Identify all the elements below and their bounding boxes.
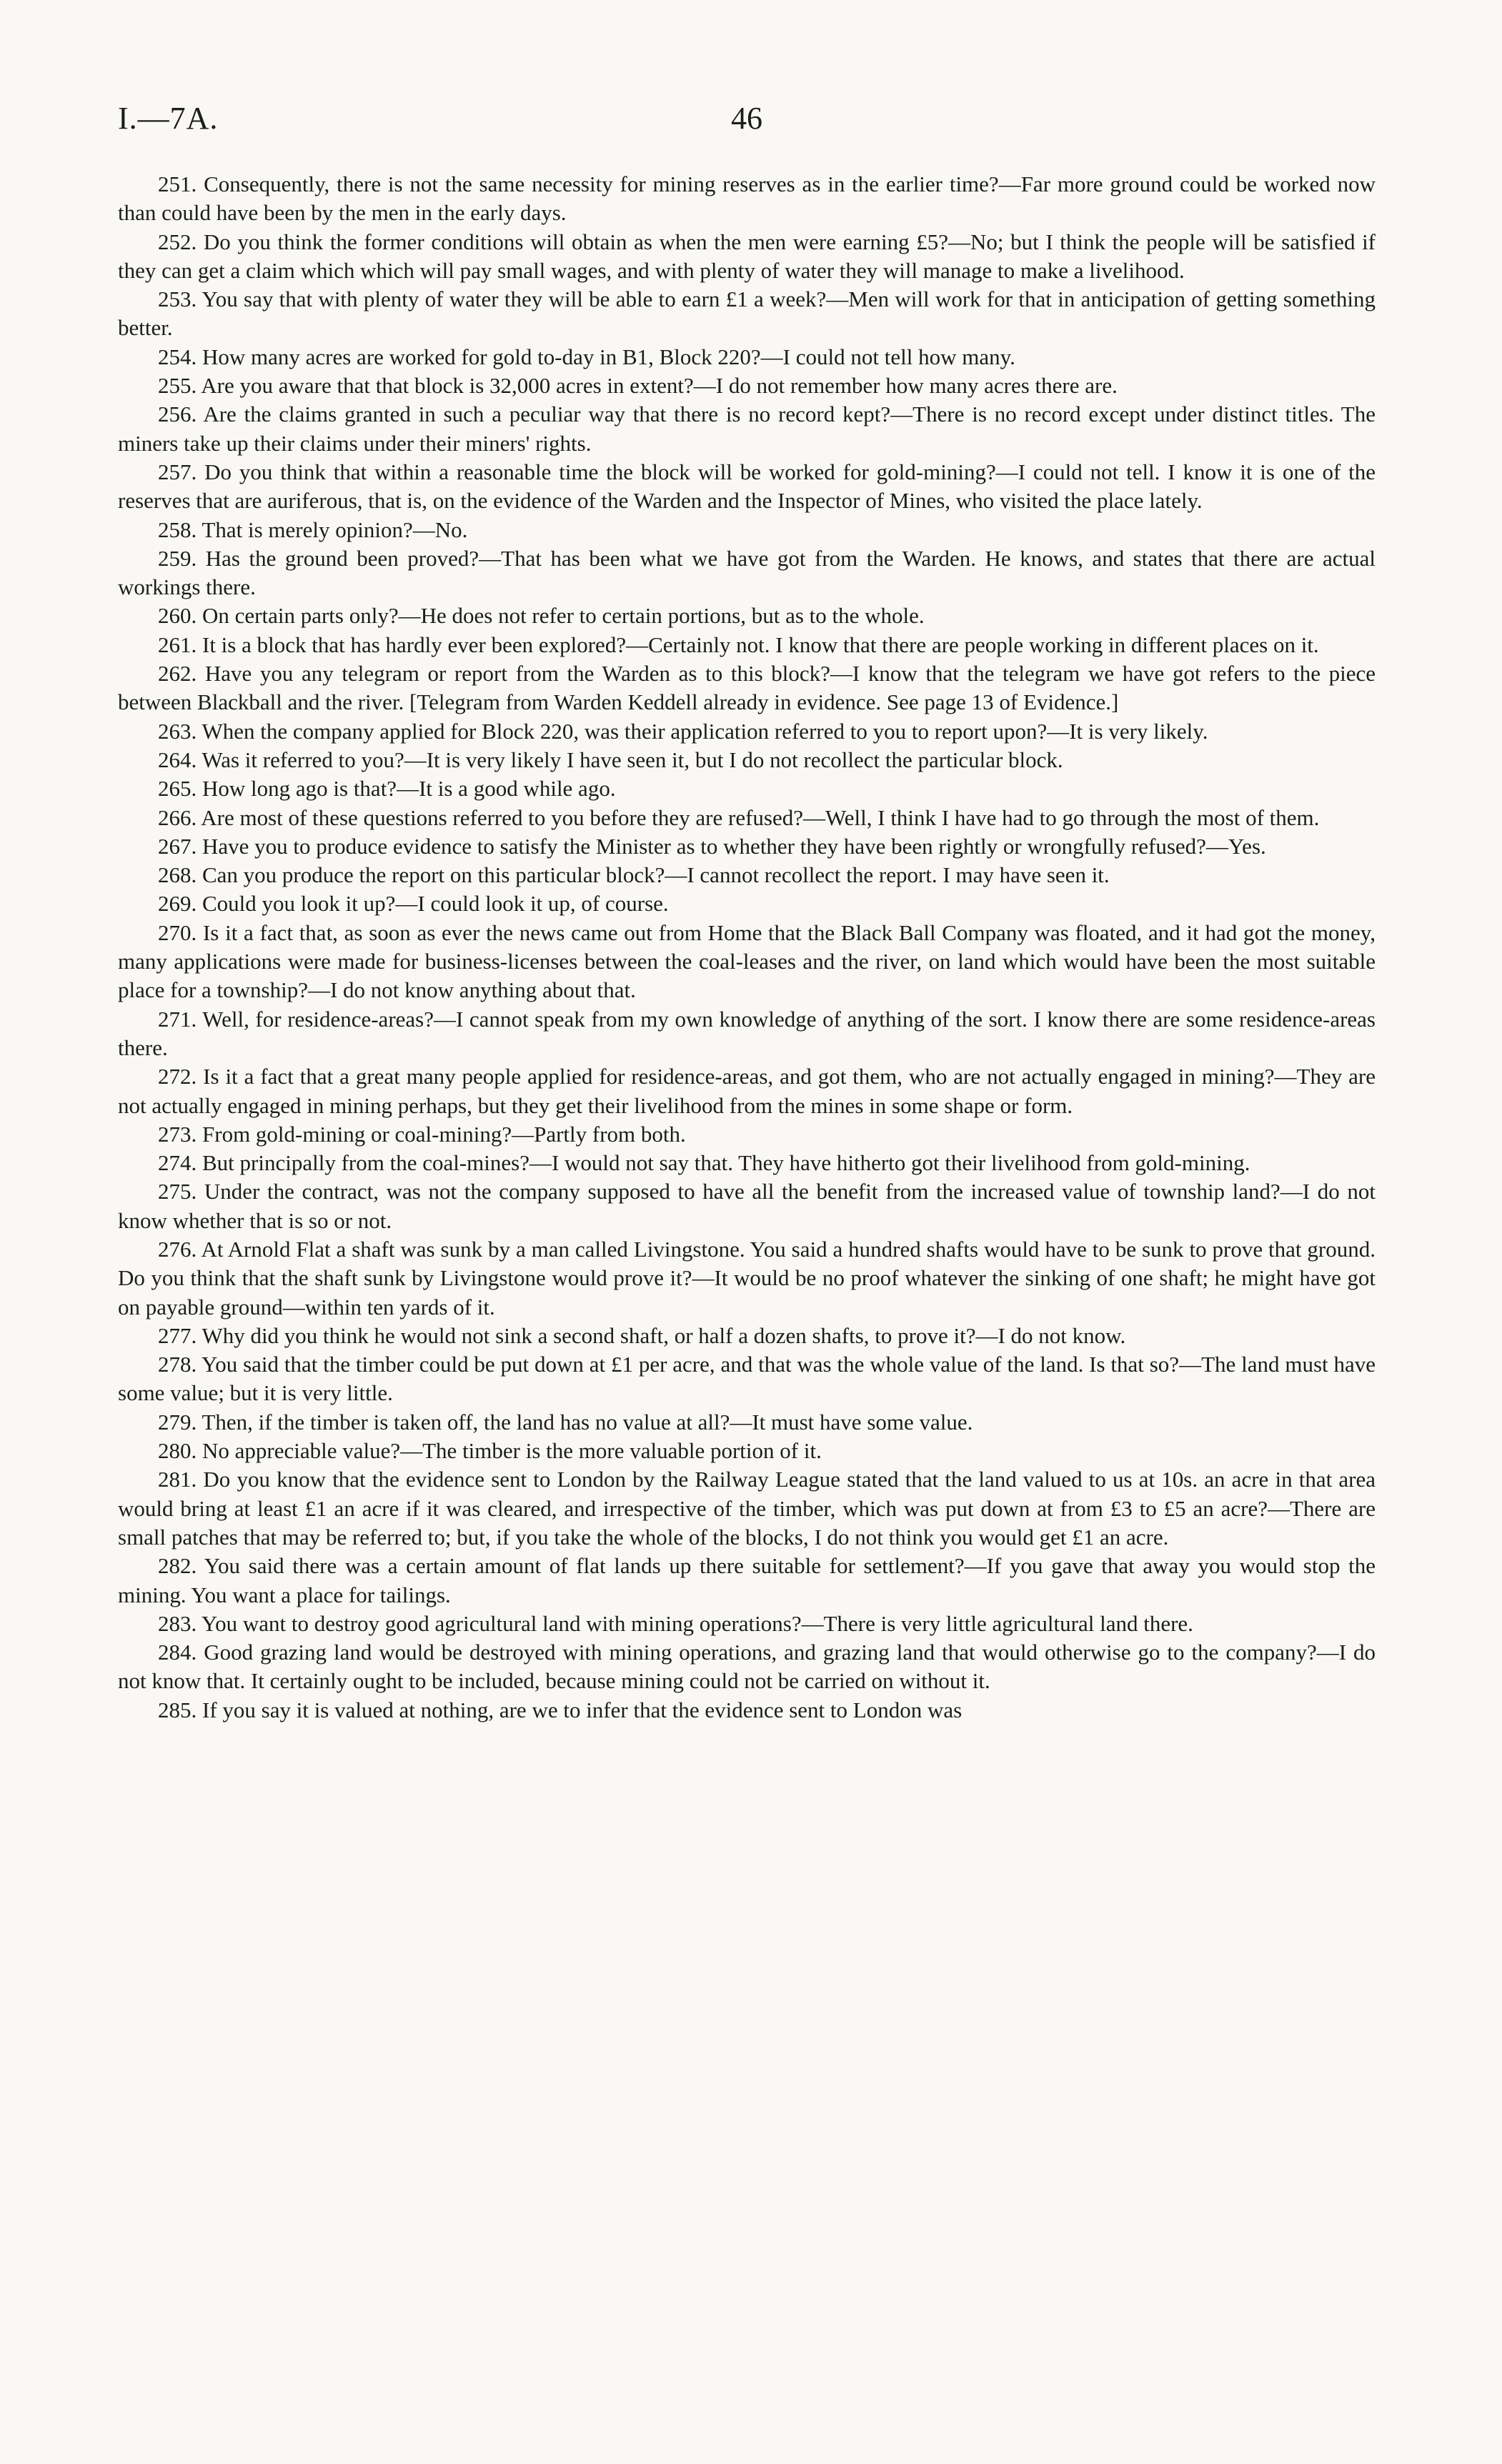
page-header: [118, 100, 1376, 144]
evidence-entry: 254. How many acres are worked for gold to-day in B1, Block 220?—I could not tell how many.: [158, 344, 1015, 369]
evidence-entry: 258. That is merely opinion?—No.: [158, 517, 468, 542]
evidence-entry: 260. On certain parts only?—He does not refer to certain portions, but as to the whole.: [158, 603, 925, 629]
evidence-entry: 255. Are you aware that that block is 32,000 acres in extent?—I do not remember how many acres there are.: [158, 373, 1118, 399]
evidence-entry: 259. Has the ground been proved?—That has been what we have got from the Warden. He knows, and states that there are actual workings there.: [118, 545, 1376, 600]
evidence-entry: 273. From gold-mining or coal-mining?—Partly from both.: [158, 1121, 686, 1147]
evidence-entry: 266. Are most of these questions referred to you before they are refused?—Well, I think I have had to go through the most of them.: [158, 804, 1320, 830]
evidence-entry: 268. Can you produce the report on this particular block?—I cannot recollect the report. I may have seen it.: [158, 862, 1110, 888]
evidence-entry: 262. Have you any telegram or report from the Warden as to this block?—I know that the telegram we have got refers to the piece between Blackball and the river. [Telegram from Warden Keddell already in evidence. See page 13 of Evidence.]: [118, 661, 1376, 715]
evidence-entry: 267. Have you to produce evidence to satisfy the Minister as to whether they have been rightly or wrongfully refused?—Yes.: [158, 833, 1266, 859]
document-reference: I.—7A.: [118, 101, 219, 136]
evidence-entry: 269. Could you look it up?—I could look it up, of course.: [158, 891, 669, 917]
evidence-body: [118, 170, 1376, 1725]
evidence-entry: 277. Why did you think he would not sink a second shaft, or half a dozen shafts, to prove it?—I do not know.: [158, 1322, 1126, 1348]
evidence-entry: 282. You said there was a certain amount of flat lands up there suitable for settlement?—If you gave that away you would stop the mining. You want a place for tailings.: [118, 1553, 1376, 1607]
evidence-entry: 264. Was it referred to you?—It is very likely I have seen it, but I do not recollect the particular block.: [158, 747, 1063, 772]
evidence-entry: 263. When the company applied for Block 220, was their application referred to you to report upon?—It is very likely.: [158, 718, 1208, 744]
evidence-entry: 281. Do you know that the evidence sent to London by the Railway League stated that the land valued to us at 10s. an acre in that area would bring at least £1 an acre if it was cleared, and irrespective of the timber, which was put down at from £3 to £5 an acre?—There are small patches that may be referred to; but, if you take the whole of the blocks, I do not think you would get £1 an acre.: [118, 1467, 1376, 1550]
evidence-entry: 283. You want to destroy good agricultural land with mining operations?—There is very little agricultural land there.: [158, 1610, 1193, 1636]
evidence-entry: 285. If you say it is valued at nothing, are we to infer that the evidence sent to London was: [158, 1697, 963, 1722]
evidence-entry: 257. Do you think that within a reasonable time the block will be worked for gold-mining?—I could not tell. I know it is one of the reserves that are auriferous, that is, on the evidence of the Warden and the Inspector of Mines, who visited the place lately.: [118, 459, 1376, 514]
evidence-entry: 279. Then, if the timber is taken off, the land has no value at all?—It must have some value.: [158, 1409, 973, 1435]
evidence-entry: 271. Well, for residence-areas?—I cannot speak from my own knowledge of anything of the sort. I know there are some residence-areas there.: [118, 1006, 1376, 1060]
evidence-entry: 272. Is it a fact that a great many people applied for residence-areas, and got them, who are not actually engaged in mining?—They are not actually engaged in mining perhaps, but they get their livelihood from the mines in some shape or form.: [118, 1064, 1376, 1118]
evidence-entry: 252. Do you think the former conditions will obtain as when the men were earning £5?—No; but I think the people will be satisfied if they can get a claim which which will pay small wages, and with plenty of water they will manage to make a livelihood.: [118, 229, 1376, 283]
evidence-entry: 276. At Arnold Flat a shaft was sunk by a man called Livingstone. You said a hundred shafts would have to be sunk to prove that ground. Do you think that the shaft sunk by Livingstone would prove it?—It would be no proof whatever the sinking of one shaft; he might have got on payable ground—within ten yards of it.: [118, 1236, 1376, 1320]
document-page: [118, 100, 1376, 1725]
page-number: 46: [731, 101, 762, 136]
evidence-entry: 284. Good grazing land would be destroyed with mining operations, and grazing land that would otherwise go to the company?—I do not know that. It certainly ought to be included, because mining could not be carried on without it.: [118, 1640, 1376, 1694]
evidence-entry: 265. How long ago is that?—It is a good while ago.: [158, 776, 616, 802]
evidence-entry: 278. You said that the timber could be put down at £1 per acre, and that was the whole value of the land. Is that so?—The land must have some value; but it is very little.: [118, 1352, 1376, 1406]
evidence-entry: 270. Is it a fact that, as soon as ever the news came out from Home that the Black Ball Company was floated, and it had got the money, many applications were made for business-licenses between the coal-leases and the river, on land which would have been the most suitable place for a township?—I do not know anything about that.: [118, 919, 1376, 1003]
evidence-entry: 275. Under the contract, was not the company supposed to have all the benefit from the increased value of township land?—I do not know whether that is so or not.: [118, 1179, 1376, 1233]
evidence-entry: 261. It is a block that has hardly ever been explored?—Certainly not. I know that there are people working in different places on it.: [158, 632, 1319, 657]
evidence-entry: 274. But principally from the coal-mines?—I would not say that. They have hitherto got their livelihood from gold-mining.: [158, 1150, 1250, 1176]
evidence-entry: 280. No appreciable value?—The timber is the more valuable portion of it.: [158, 1438, 822, 1464]
evidence-entry: 256. Are the claims granted in such a peculiar way that there is no record kept?—There is no record except under distinct titles. The miners take up their claims under their miners' rights.: [118, 401, 1376, 456]
evidence-entry: 251. Consequently, there is not the same necessity for mining reserves as in the earlier time?—Far more ground could be worked now than could have been by the men in the early days.: [118, 171, 1376, 226]
evidence-entry: 253. You say that with plenty of water they will be able to earn £1 a week?—Men will work for that in anticipation of getting something better.: [118, 286, 1376, 341]
